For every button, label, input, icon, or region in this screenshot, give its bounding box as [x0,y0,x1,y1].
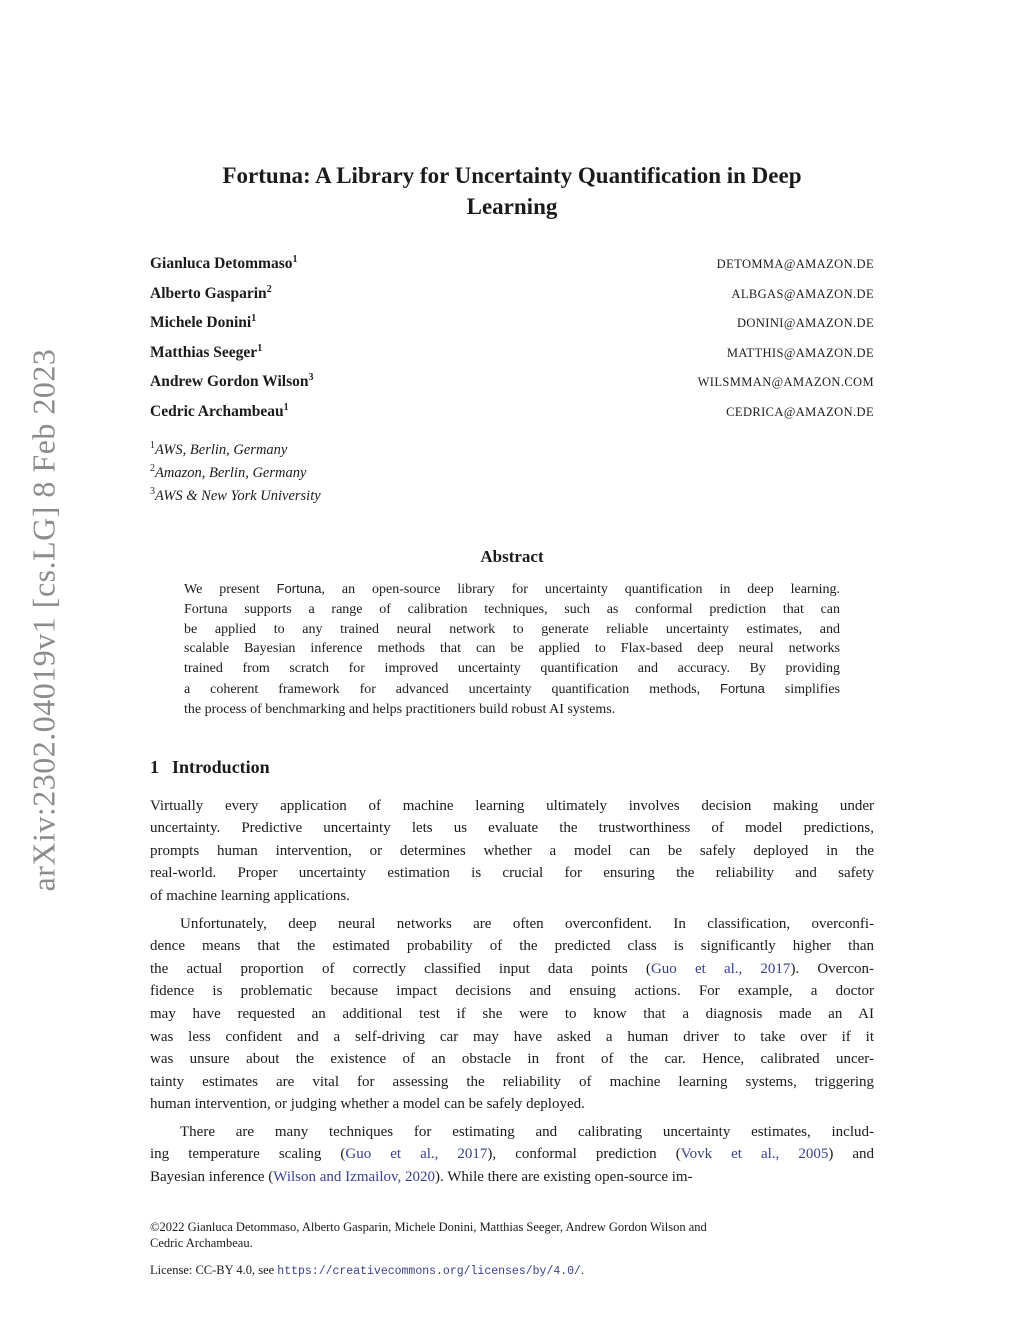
author-email: CEDRICA@AMAZON.DE [726,404,874,419]
text-span: ). Overcon- [790,960,874,977]
author-name: Michele Donini$^1$ [150,312,257,331]
text-span: fidence is problematic because impact decisions and ensuing actions. For example, a doctor [150,983,874,1000]
affiliation-mark: 1 [283,401,289,413]
author-row [150,373,874,403]
text-line [150,1121,874,1144]
text-line [150,1071,874,1094]
text-line [184,600,840,620]
text-span: may have requested an additional test if she were to know that a diagnosis made an AI [150,1005,874,1022]
text-line [150,862,874,885]
sans-word: Fortuna [276,581,322,596]
author-list [150,255,874,432]
text-span: be applied to any trained neural network to generate reliable uncertainty estimates, and [184,621,840,637]
text-span: Virtually every application of machine learning ultimately involves decision making under [150,797,874,814]
affiliation-line [150,439,874,462]
text-span: scalable Bayesian inference methods that can be applied to Flax-based deep neural networks [184,641,840,657]
paragraph [150,913,874,1116]
section-heading-introduction [150,757,874,778]
paper-title-line-2: Learning [466,194,558,219]
citation-link[interactable]: Vovk et al., 2005 [680,1146,829,1163]
affiliation-line [150,485,874,508]
text-line [150,1048,874,1071]
affiliation-number: 3 [150,486,155,498]
author-email: DONINI@AMAZON.DE [737,316,874,330]
section-title: Introduction [172,756,270,777]
text-line [150,958,874,981]
text-line [150,1003,874,1026]
text-line [184,620,840,640]
text-span: dence means that the estimated probability of the predicted class is significantly higher than [150,938,874,955]
author-name: Cedric Archambeau$^1$ [150,401,289,420]
text-line [184,579,840,600]
text-line [150,1093,874,1116]
text-line [150,913,874,936]
text-span: trained from scratch for improved uncertainty quantification and accuracy. By providing [184,661,840,677]
text-span: , an open-source library for uncertainty quantification in deep learning. [321,582,840,597]
affiliation-text: AWS & New York University [155,488,321,504]
text-span: ing temperature scaling ( [150,1146,346,1163]
citation-link[interactable]: Guo et al., 2017 [345,1146,488,1163]
affiliation-mark: 1 [251,312,257,324]
paper-title-line-1: Fortuna: A Library for Uncertainty Quantification in Deep [222,163,802,188]
license-line [150,1262,874,1281]
affiliation-number: 2 [150,463,155,475]
text-span: Bayesian inference ( [150,1169,274,1186]
affiliation-list [150,439,874,508]
text-span: human intervention, or judging whether a model can be safely deployed. [150,1096,585,1113]
abstract-body [184,579,840,720]
text-span: prompts human intervention, or determines whether a model can be safely deployed in the [150,842,874,859]
text-line [150,1166,874,1189]
author-email: DETOMMA@AMAZON.DE [716,257,874,271]
text-span: was less confident and a self-driving car may have asked a human driver to take over if it [150,1028,874,1045]
text-span: Fortuna supports a range of calibration techniques, such as conformal prediction that can [184,601,840,617]
text-span: ), conformal prediction ( [487,1146,681,1163]
text-line [184,639,840,659]
text-span: License: CC-BY 4.0, see [150,1262,278,1277]
affiliation-mark: 3 [308,371,314,383]
paragraph [150,795,874,908]
text-span: There are many techniques for estimating and calibrating uncertainty estimates, includ- [180,1123,874,1140]
footer [150,1219,874,1281]
license-url-link[interactable]: https://creativecommons.org/licenses/by/4.0/ [277,1264,581,1278]
affiliation-number: 1 [150,440,155,452]
paper-title [150,160,874,222]
text-span: ) and [828,1146,875,1163]
text-line [150,1026,874,1049]
text-span: ). While there are existing open-source im- [435,1169,693,1186]
affiliation-line [150,462,874,485]
text-line [184,700,840,720]
author-name: Alberto Gasparin$^2$ [150,283,272,302]
citation-link[interactable]: Guo et al., 2017 [650,960,791,977]
text-span: the process of benchmarking and helps practitioners build robust AI systems. [184,701,616,717]
text-span: simplifies [764,681,840,697]
text-span: . [580,1262,585,1277]
text-span: the actual proportion of correctly classified input data points ( [150,960,651,977]
author-name: Matthias Seeger$^1$ [150,342,263,361]
introduction-text [150,795,874,1189]
text-span: uncertainty. Predictive uncertainty lets us evaluate the trustworthiness of model predictions, [150,820,874,837]
affiliation-text: AWS, Berlin, Germany [155,442,288,458]
text-line [184,659,840,679]
text-span: real-world. Proper uncertainty estimation is crucial for ensuring the reliability and safety [150,865,874,882]
author-row [150,403,874,433]
affiliation-mark: 2 [266,283,272,295]
author-name: Gianluca Detommaso$^1$ [150,253,298,272]
copyright-line-2: Cedric Archambeau. [150,1236,253,1251]
copyright-line-1: ©2022 Gianluca Detommaso, Alberto Gasparin, Michele Donini, Matthias Seeger, Andrew Gordon Wilson and [150,1219,707,1234]
author-email: ALBGAS@AMAZON.DE [731,286,874,301]
abstract-heading: Abstract [480,547,544,566]
paper-page [150,0,874,1280]
text-line [150,817,874,840]
affiliation-mark: 1 [292,253,298,265]
text-line [184,679,840,700]
text-line [150,980,874,1003]
author-row [150,285,874,315]
text-line [150,1143,874,1166]
author-email: WILSMMAN@AMAZON.COM [697,375,874,389]
author-email: MATTHIS@AMAZON.DE [726,345,874,360]
author-row [150,314,874,344]
text-span: tainty estimates are vital for assessing the reliability of machine learning systems, triggering [150,1073,874,1090]
text-span: Unfortunately, deep neural networks are often overconfident. In classification, overconfi- [180,915,874,932]
text-line [150,795,874,818]
paragraph [150,1121,874,1189]
text-line [150,935,874,958]
text-line [150,840,874,863]
text-span: We present [184,582,277,597]
text-span: was unsure about the existence of an obstacle in front of the car. Hence, calibrated uncer- [150,1051,874,1068]
author-row [150,344,874,374]
affiliation-text: Amazon, Berlin, Germany [155,465,307,481]
text-span: a coherent framework for advanced uncertainty quantification methods, [184,681,720,697]
citation-link[interactable]: Wilson and Izmailov, 2020 [273,1169,436,1186]
arxiv-watermark: arXiv:2302.04019v1 [cs.LG] 8 Feb 2023 [25,348,62,892]
text-span: of machine learning applications. [150,887,350,904]
section-number: 1 [150,756,159,777]
author-name: Andrew Gordon Wilson$^3$ [150,371,314,390]
text-line [150,885,874,908]
affiliation-mark: 1 [257,342,263,354]
sans-word: Fortuna [720,680,765,696]
author-row [150,255,874,285]
